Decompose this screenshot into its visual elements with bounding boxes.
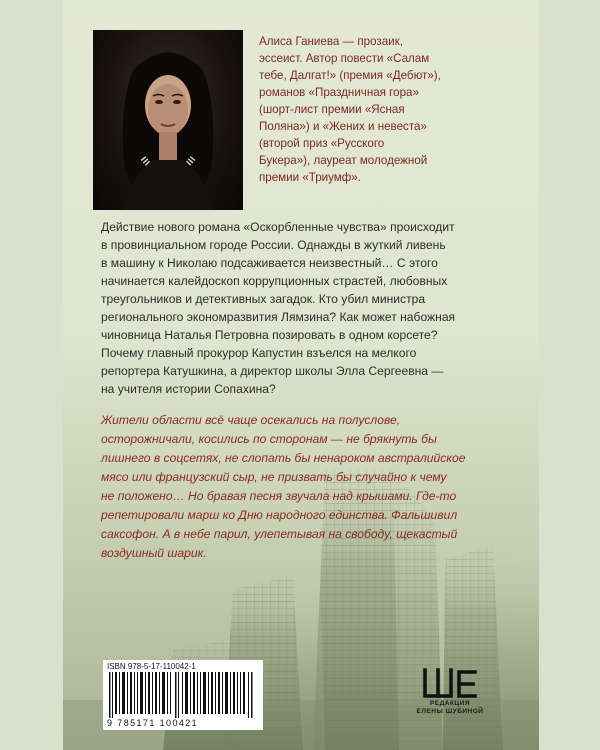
publisher-imprint: [410, 668, 490, 716]
description-line: треугольников и детективных загадок. Кто убил министра: [101, 292, 426, 306]
author-bio-line: премии «Триумф».: [259, 171, 361, 184]
author-bio-line: Поляна») и «Жених и невеста»: [259, 120, 427, 133]
author-bio-line: Букера»), лауреат молодежной: [259, 154, 428, 167]
description-line: Почему главный прокурор Капустин взъелся на мелкого: [101, 346, 417, 360]
description-line: регионального экономразвития Лямзина? Как может набожная: [101, 310, 456, 324]
excerpt-line: саксофон. А в небе парил, улепетывая на свободу, щекастый: [101, 527, 458, 541]
isbn-label: ISBN 978-5-17-110042-1: [107, 662, 196, 671]
description-line: в провинциальном городе России. Однажды в жуткий ливень: [101, 238, 446, 252]
excerpt-line: репетировали марш ко Дню народного единства. Фальшивил: [101, 508, 458, 522]
description-line: начинается калейдоскоп коррупционных страстей, любовных: [101, 274, 448, 288]
publisher-logo-icon: [421, 668, 479, 700]
description-line: в машину к Николаю подсаживается неизвестный… С этого: [101, 256, 438, 270]
author-bio-line: тебе, Далгат!» (премия «Дебют»),: [259, 69, 441, 82]
book-back-cover: [63, 0, 539, 750]
excerpt-line: не положено… Но бравая песня звучала над крышами. Где-то: [101, 489, 457, 503]
excerpt-line: воздушный шарик.: [101, 546, 207, 560]
author-bio-line: эссеист. Автор повести «Салам: [259, 52, 430, 65]
book-description: [101, 218, 511, 398]
description-line: репортера Катушкина, а директор школы Элла Сергеевна —: [101, 364, 444, 378]
publisher-name-line: РЕДАКЦИЯ: [429, 700, 471, 707]
author-bio-line: (второй приз «Русского: [259, 137, 385, 150]
author-bio-line: Алиса Ганиева — прозаик,: [259, 35, 403, 48]
excerpt-line: мясо или французский сыр, не призвать бы случайно к чему: [101, 470, 447, 484]
excerpt-line: Жители области всё чаще осекались на полуслове,: [101, 413, 401, 427]
excerpt-line: осторожничали, косились по сторонам — не брякнуть бы: [101, 432, 437, 446]
description-line: на учителя истории Сопахина?: [101, 382, 276, 396]
barcode-digits: 9 785171 100421: [107, 718, 199, 728]
author-bio-line: романов «Праздничная гора»: [259, 86, 419, 99]
description-line: чиновница Наталья Петровна позировать в одном корсете?: [101, 328, 438, 342]
publisher-name-line: ЕЛЕНЫ ШУБИНОЙ: [416, 708, 484, 715]
publisher-name: [410, 700, 490, 716]
excerpt-line: лишнего в соцсетях, не слопать бы ненароком австралийское: [101, 451, 466, 465]
book-excerpt: [101, 411, 521, 563]
author-photo: [93, 30, 243, 210]
isbn-barcode: [103, 660, 263, 730]
barcode-icon: [109, 672, 257, 718]
author-bio-line: (шорт-лист премии «Ясная: [259, 103, 405, 116]
author-bio: [259, 33, 509, 186]
description-line: Действие нового романа «Оскорбленные чувства» происходит: [101, 220, 455, 234]
